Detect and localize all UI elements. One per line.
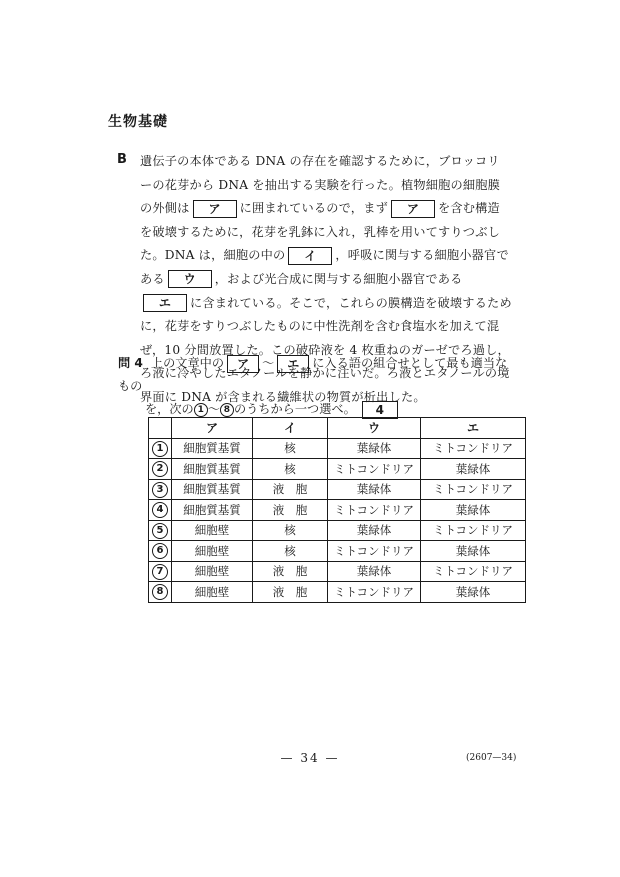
answer-number-box: 4: [362, 401, 398, 419]
row-number-cell: [149, 561, 172, 582]
table-cell: 液 胞: [253, 479, 328, 500]
table-header-row: [149, 418, 526, 439]
table-cell: ミトコンドリア: [421, 520, 526, 541]
choice-number-icon: 2: [152, 461, 168, 477]
page-code: (2607—34): [466, 753, 517, 763]
section-label: B: [117, 152, 127, 167]
table-row: [149, 500, 526, 521]
table-row: [149, 479, 526, 500]
choice-number-icon: 4: [152, 502, 168, 518]
question: [118, 352, 518, 421]
page-number: — 34 —: [280, 751, 340, 765]
blank-box: ア: [391, 200, 435, 218]
blank-box: エ: [277, 355, 309, 373]
column-header: イ: [253, 418, 328, 439]
question-text: に入る語の組合せとして最も適当なもの: [118, 356, 508, 393]
page-title: 生物基礎: [108, 114, 168, 130]
table-cell: 葉緑体: [328, 520, 421, 541]
table-cell: 葉緑体: [421, 459, 526, 480]
choice-number-icon: 6: [152, 543, 168, 559]
table-cell: 核: [253, 438, 328, 459]
choices-table: [148, 417, 526, 603]
table-cell: 細胞質基質: [172, 500, 253, 521]
table-cell: 液 胞: [253, 500, 328, 521]
blank-box: イ: [288, 247, 332, 265]
row-number-cell: [149, 459, 172, 480]
table-row: [149, 582, 526, 603]
table-cell: 細胞壁: [172, 541, 253, 562]
passage-text: ，呼吸に関与する細胞小器官である: [140, 248, 509, 286]
choice-number-icon: 3: [152, 482, 168, 498]
table-cell: 葉緑体: [328, 438, 421, 459]
passage-text: を含む構造を破壊するために，花芽を乳鉢に入れ，乳棒を用いてすりつぶした。DNA は，細胞の中の: [140, 201, 500, 263]
table-cell: 葉緑体: [328, 561, 421, 582]
question-text: を，次の: [145, 402, 194, 416]
choice-number-icon: 5: [152, 523, 168, 539]
table-cell: 葉緑体: [421, 582, 526, 603]
passage-text: 遺伝子の本体である DNA の存在を確認するために，ブロッコリーの花芽から DNA を抽出する実験を行った。植物細胞の細胞膜の外側は: [140, 154, 501, 216]
question-text: 上の文章中の: [150, 356, 225, 370]
row-number-cell: [149, 500, 172, 521]
tilde: ～: [262, 356, 275, 370]
question-number: 問 4: [118, 356, 143, 370]
table-row: [149, 459, 526, 480]
table-cell: 葉緑体: [421, 541, 526, 562]
row-number-cell: [149, 438, 172, 459]
column-header: ア: [172, 418, 253, 439]
question-text: のうちから一つ選べ。: [233, 402, 356, 416]
passage-text: に含まれている。そこで，これらの膜構造を破壊するために，花芽をすりつぶしたものに中性洗剤を含む食塩水を加えて混ぜ，10 分間放置した。この破砕液を 4 枚重ねのガーゼでろ過し，ろ液に冷やしたエタノールを静かに注いだ。ろ液とエタノールの境界面に DNA が含まれる繊維状の物質が析出した。: [140, 295, 512, 404]
column-header: ウ: [328, 418, 421, 439]
table-cell: 細胞壁: [172, 582, 253, 603]
row-number-cell: [149, 541, 172, 562]
choice-number-icon: 8: [152, 584, 168, 600]
question-line-1: [118, 352, 518, 398]
table-cell: 葉緑体: [328, 479, 421, 500]
blank-box: ウ: [168, 270, 212, 288]
table-row: [149, 520, 526, 541]
blank-box: ア: [227, 355, 259, 373]
choice-number-icon: 8: [220, 403, 234, 417]
row-number-cell: [149, 582, 172, 603]
header-empty: [149, 418, 172, 439]
row-number-cell: [149, 479, 172, 500]
table-row: [149, 541, 526, 562]
blank-box: エ: [143, 294, 187, 312]
table-cell: 葉緑体: [421, 500, 526, 521]
table-cell: 核: [253, 520, 328, 541]
table-cell: 液 胞: [253, 582, 328, 603]
row-number-cell: [149, 520, 172, 541]
table-cell: ミトコンドリア: [328, 541, 421, 562]
table-cell: ミトコンドリア: [421, 561, 526, 582]
table-cell: 細胞壁: [172, 520, 253, 541]
table-row: [149, 561, 526, 582]
table-cell: 核: [253, 541, 328, 562]
blank-box: ア: [193, 200, 237, 218]
table-cell: 細胞質基質: [172, 479, 253, 500]
table-cell: 細胞質基質: [172, 438, 253, 459]
choice-number-icon: 7: [152, 564, 168, 580]
table-cell: ミトコンドリア: [328, 500, 421, 521]
table-cell: 細胞質基質: [172, 459, 253, 480]
table-cell: ミトコンドリア: [421, 438, 526, 459]
range-sep: ～: [207, 402, 220, 416]
table-cell: 細胞壁: [172, 561, 253, 582]
table-cell: ミトコンドリア: [328, 459, 421, 480]
table-cell: 核: [253, 459, 328, 480]
choice-number-icon: 1: [152, 441, 168, 457]
table-cell: ミトコンドリア: [421, 479, 526, 500]
passage-text: に囲まれているので，まず: [239, 201, 388, 216]
table-row: [149, 438, 526, 459]
column-header: エ: [421, 418, 526, 439]
table-cell: ミトコンドリア: [328, 582, 421, 603]
table-cell: 液 胞: [253, 561, 328, 582]
choice-number-icon: 1: [194, 403, 208, 417]
passage-text: ，および光合成に関与する細胞小器官である: [214, 271, 463, 286]
